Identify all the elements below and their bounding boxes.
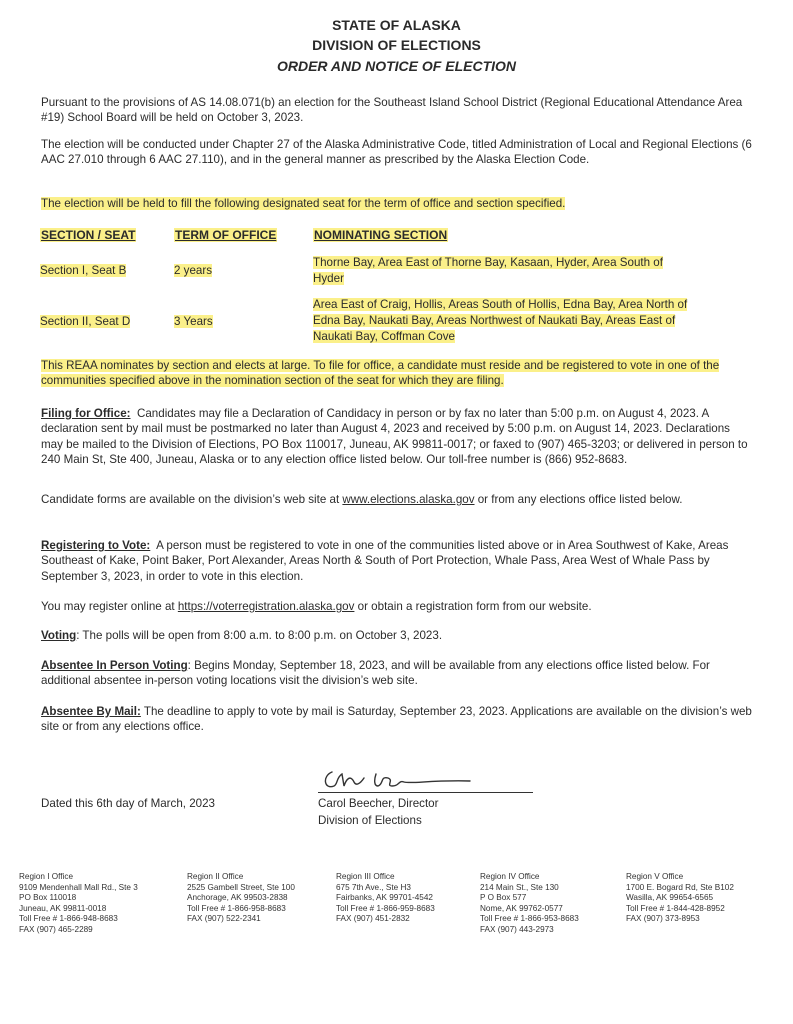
filing-paragraph: [41, 406, 753, 468]
office-region-1: Region I Office 9109 Mendenhall Mall Rd., Ste 3 PO Box 110018 Juneau, AK 99811-0018 Toll Free # 1-866-948-8683 FAX (907) 465-2289: [19, 872, 138, 934]
signer-name: Carol Beecher, Director: [318, 797, 439, 810]
office-region-5: Region V Office 1700 E. Bogard Rd, Ste B102 Wasilla, AK 99654-6565 Toll Free # 1-844-428-8952 FAX (907) 373-8953: [626, 872, 734, 924]
seat-intro-paragraph: [41, 196, 753, 211]
voting-paragraph: Voting: The polls will be open from 8:00 a.m. to 8:00 p.m. on October 3, 2023.: [41, 629, 443, 642]
registering-paragraph: Registering to Vote: A person must be registered to vote in one of the communities listed above or in Area Southwest of Kake, Areas Southeast of Kake, Point Baker, Port Alexander, Areas North & South of Port Protection, Whale Pass, Area West of Whale Pass by September 3, 2023, in order to vote in this election.: [41, 539, 729, 583]
row2-seat: Section II, Seat D: [40, 315, 131, 328]
conduct-paragraph: The election will be conducted under Chapter 27 of the Alaska Administrative Code, titled Administration of Local and Regional Elections (6 AAC 27.010 through 6 AAC 27.110), and in the general manner as prescribed by the Alaska Election Code.: [41, 138, 752, 167]
row2-nominating: Area East of Craig, Hollis, Areas South of Hollis, Edna Bay, Area North of Edna Bay, Naukati Bay, Areas Northwest of Naukati Bay, Areas East of Naukati Bay, Coffman Cove: [313, 298, 688, 343]
online-registration-paragraph: You may register online at https://voterregistration.alaska.gov or obtain a registration form from our website.: [41, 600, 592, 613]
absentee-in-person-paragraph: Absentee In Person Voting: Begins Monday, September 18, 2023, and will be available from any elections office listed below. For additional absentee in-person voting locations visit the division’s web site.: [41, 659, 710, 688]
voting-label: Voting: [41, 629, 77, 642]
filing-label: Filing for Office:: [41, 407, 131, 420]
office-region-3: Region III Office 675 7th Ave., Ste H3 Fairbanks, AK 99701-4542 Toll Free # 1-866-959-8683 FAX (907) 451-2832: [336, 872, 435, 924]
signature-line: [318, 792, 533, 793]
registering-label: Registering to Vote:: [41, 539, 151, 552]
forms-paragraph: Candidate forms are available on the division’s web site at www.elections.alaska.gov or from any elections office listed below.: [41, 493, 683, 506]
table-header-term: TERM OF OFFICE: [175, 228, 277, 242]
absentee-mail-paragraph: Absentee By Mail: The deadline to apply to vote by mail is Saturday, September 23, 2023. Applications are available on the division’s web site or from any elections office.: [41, 705, 752, 734]
table-header-section-seat: SECTION / SEAT: [41, 228, 136, 242]
row1-seat: Section I, Seat B: [40, 264, 127, 277]
elections-website-link[interactable]: www.elections.alaska.gov: [342, 493, 475, 506]
document-title: ORDER AND NOTICE OF ELECTION: [276, 58, 517, 74]
absentee-in-person-label: Absentee In Person Voting: [41, 659, 188, 672]
absentee-mail-label: Absentee By Mail:: [41, 705, 141, 718]
seat-intro-text: The election will be held to fill the following designated seat for the term of office and section specified.: [41, 197, 566, 210]
row1-term: 2 years: [174, 264, 213, 277]
voter-registration-link[interactable]: https://voterregistration.alaska.gov: [177, 600, 355, 613]
reaa-paragraph: [41, 358, 753, 389]
row2-term: 3 Years: [174, 315, 213, 328]
reaa-text: This REAA nominates by section and elects at large. To file for office, a candidate must reside and be registered to vote in one of the communities specified above in the nomination section of the seat for which they are filing.: [41, 359, 720, 388]
filing-text: Candidates may file a Declaration of Candidacy in person or by fax no later than 5:00 p.m. on August 4, 2023. A declaration sent by mail must be postmarked no later than August 4, 2023 and received by 5:00 p.m. on August 14, 2023. Declarations may be mailed to the Division of Elections, PO Box 110017, Juneau, AK 99811-0017; or faxed to (907) 465-3203; or delivered in person to 240 Main St, Ste 400, Juneau, Alaska or to any election office listed below. Our toll-free number is (866) 952-8683.: [41, 407, 748, 467]
intro-paragraph: Pursuant to the provisions of AS 14.08.071(b) an election for the Southeast Island School District (Regional Educational Attendance Area #19) School Board will be held on October 3, 2023.: [41, 96, 743, 125]
dated-line: Dated this 6th day of March, 2023: [41, 797, 216, 810]
office-region-2: Region II Office 2525 Gambell Street, Ste 100 Anchorage, AK 99503-2838 Toll Free # 1-866-958-8683 FAX (907) 522-2341: [187, 872, 295, 924]
row1-nominating: Thorne Bay, Area East of Thorne Bay, Kasaan, Hyder, Area South of Hyder: [313, 256, 663, 285]
table-header-nominating: NOMINATING SECTION: [314, 228, 448, 242]
division-heading: DIVISION OF ELECTIONS: [312, 37, 481, 53]
signer-title: Division of Elections: [318, 814, 422, 827]
office-region-4: Region IV Office 214 Main St., Ste 130 P O Box 577 Nome, AK 99762-0577 Toll Free # 1-866-953-8683 FAX (907) 443-2973: [480, 872, 579, 934]
state-heading: STATE OF ALASKA: [332, 17, 461, 33]
